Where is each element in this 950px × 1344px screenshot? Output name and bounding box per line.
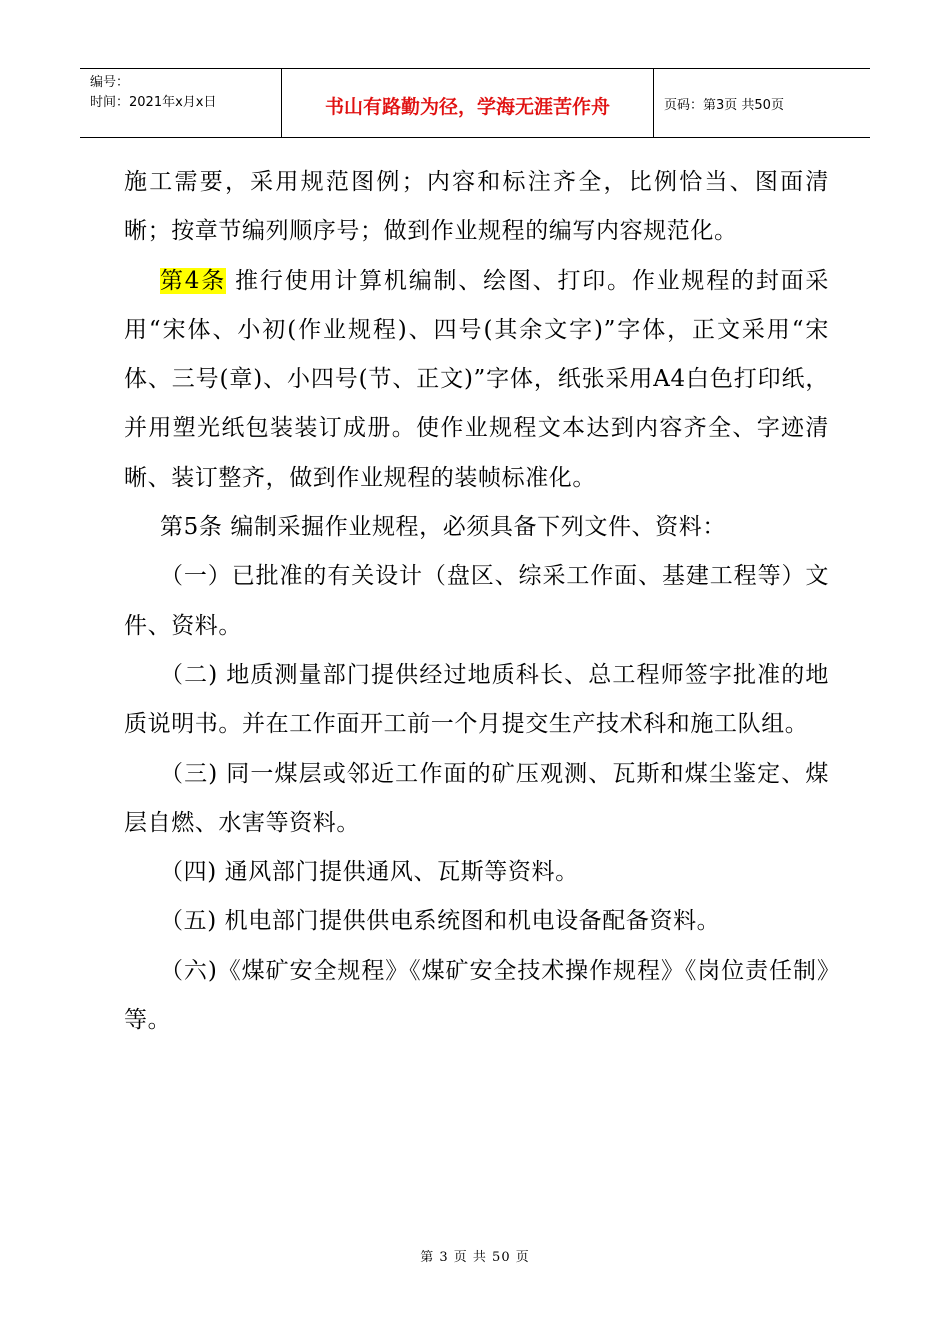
article-4-text: 推行使用计算机编制、绘图、打印。作业规程的封面采用“宋体、小初(作业规程)、四号(其余文字)”字体，正文采用“宋体、三号(章)、小四号(节、正文)”字体，纸张采用A4白色打印纸，并用塑光纸包装装订成册。使作业规程文本达到内容齐全、字迹清晰、装订整齐，做到作业规程的装帧标准化。 [124, 267, 830, 491]
document-body [124, 158, 829, 1045]
paragraph-article-5: 第5条 编制采掘作业规程，必须具备下列文件、资料： [160, 514, 726, 541]
header-motto: 书山有路勤为径，学海无涯苦作舟 [282, 69, 654, 137]
paragraph-article-4 [124, 257, 829, 503]
header-meta [80, 69, 282, 137]
list-item-6: （六)《煤矿安全规程》《煤矿安全技术操作规程》《岗位责任制》等。 [124, 957, 829, 1034]
header-time-label: 时间：2021年x月x日 [90, 95, 217, 110]
list-item-4: （四) 通风部门提供通风、瓦斯等资料。 [160, 859, 579, 886]
paragraph-continuation: 施工需要，采用规范图例；内容和标注齐全，比例恰当、图面清晰；按章节编列顺序号；做到作业规程的编写内容规范化。 [124, 169, 829, 245]
list-item-1: （一）已批准的有关设计（盘区、综采工作面、基建工程等）文件、资料。 [124, 563, 829, 639]
list-item-2: （二) 地质测量部门提供经过地质科长、总工程师签字批准的地质说明书。并在工作面开工前一个月提交生产技术科和施工队组。 [124, 661, 829, 738]
header-page-info: 页码：第3页 共50页 [664, 97, 784, 113]
list-item-5: （五) 机电部门提供供电系统图和机电设备配备资料。 [160, 908, 721, 935]
list-item-3: （三) 同一煤层或邻近工作面的矿压观测、瓦斯和煤尘鉴定、煤层自燃、水害等资料。 [124, 760, 829, 836]
document-header [80, 68, 870, 138]
article-4-highlighted-heading: 第4条 [160, 267, 227, 294]
header-number-label: 编号： [90, 75, 130, 90]
page-footer: 第 3 页 共 50 页 [420, 1250, 530, 1265]
